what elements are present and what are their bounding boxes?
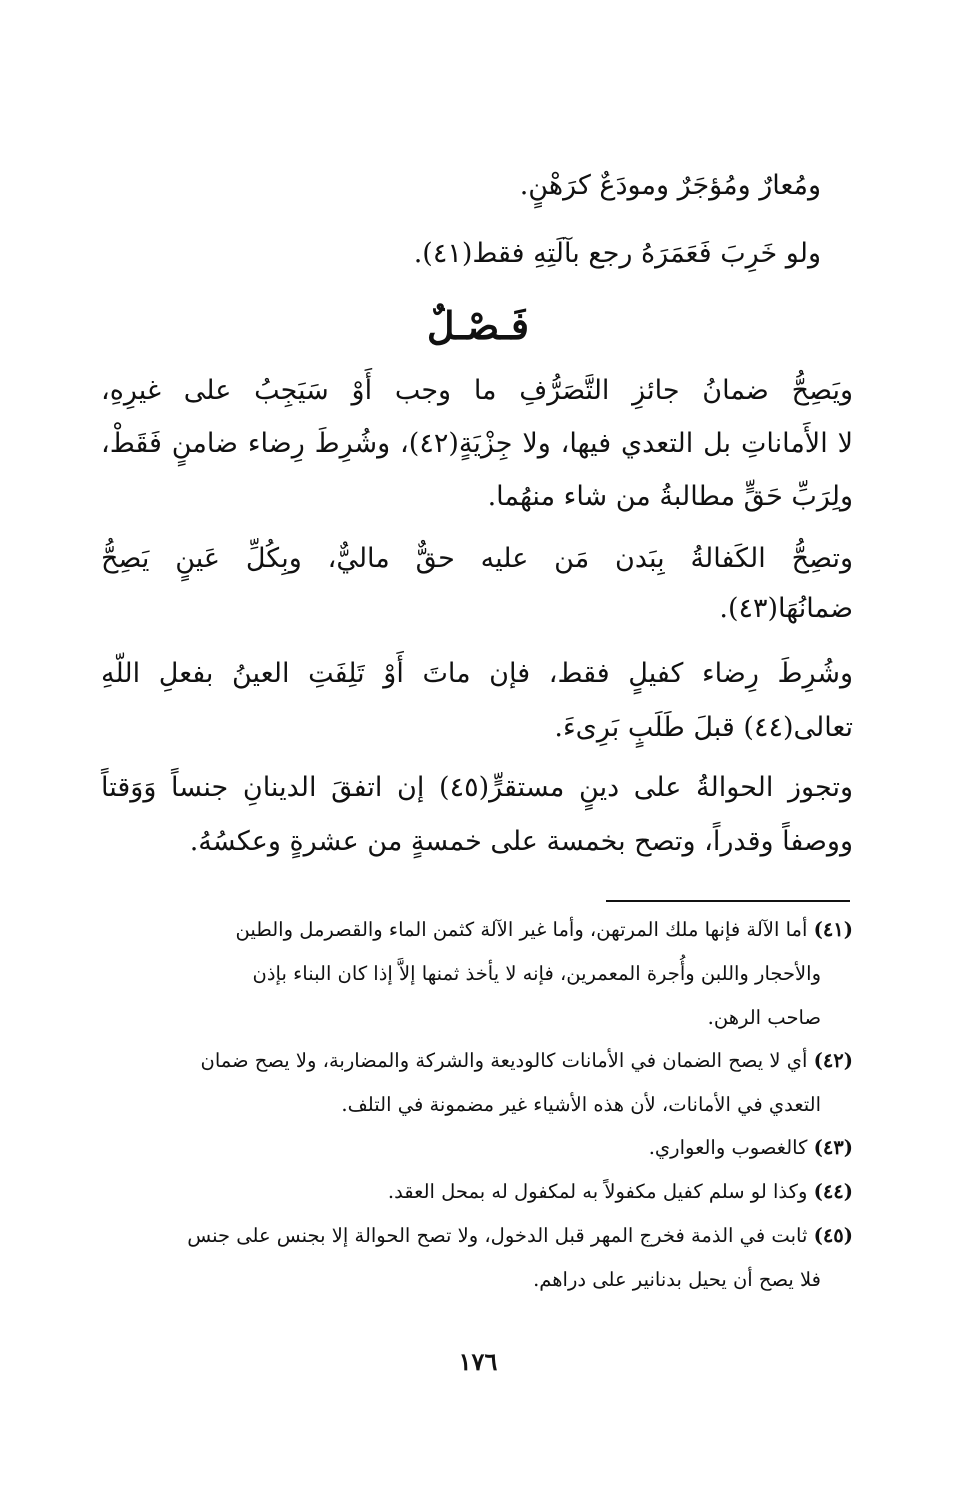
footnote-45-text-1: ثابت في الذمة فخرج المهر قبل الدخول، ولا تصح الحوالة إلا بجنس على جنس xyxy=(187,1224,808,1247)
footnote-43-number: (٤٣) xyxy=(813,1136,853,1159)
footnote-45-number: (٤٥) xyxy=(813,1224,853,1247)
carry-over-line-2: ولو خَرِبَ فَعَمَرَهُ رجع بآلَتِهِ فقط(٤١). xyxy=(413,238,821,269)
paragraph-3-line-2: تعالى(٤٤) قبلَ طَلَبٍ بَرِىءَ. xyxy=(554,712,853,743)
paragraph-1-line-2: لا الأَماناتِ بل التعدي فيها، ولا جِزْيَةٍ(٤٢)، وشُرِطَ رِضاء ضامنٍ فَقَطْ، xyxy=(101,428,853,459)
footnote-44-line-1 xyxy=(388,1180,853,1203)
footnote-45-line-1 xyxy=(187,1224,853,1247)
section-title: فَـصْـلٌ xyxy=(426,303,530,348)
footnote-43-text-1: كالغصوب والعواري. xyxy=(648,1136,808,1159)
footnote-44-text-1: وكذا لو سلم كفيل مكفولاً به لمكفول له بمحل العقد. xyxy=(387,1180,808,1203)
page-number: ١٧٦ xyxy=(458,1347,498,1376)
footnote-42-text-1: أي لا يصح الضمان في الأمانات كالوديعة والشركة والمضاربة، ولا يصح ضمان xyxy=(200,1049,808,1072)
footnote-42-line-1 xyxy=(201,1049,854,1072)
paragraph-3-line-1: وشُرِطَ رِضاء كفيلٍ فقط، فإن ماتَ أَوْ تَلِفَتِ العينُ بفعلِ اللّهِ xyxy=(101,658,853,689)
paragraph-2-line-1: وتصِحُّ الكَفالةُ بِبَدن مَن عليه حقٌّ ماليٌّ، وبِكُلِّ عَينٍ يَصِحُّ xyxy=(101,543,853,574)
paragraph-4-line-1: وتجوز الحوالةُ على دينٍ مستقرٍّ(٤٥) إن اتفقَ الدينانِ جنساً وَوَقتاً xyxy=(101,772,853,803)
paragraph-4-line-2: ووصفاً وقدراً، وتصح بخمسة على خمسةٍ من عشرةٍ وعكسُهُ. xyxy=(189,826,853,857)
paragraph-2-line-2: ضمانُهَا(٤٣). xyxy=(719,593,853,624)
footnote-43-line-1 xyxy=(649,1136,853,1159)
footnote-41-text-1: أما الآلة فإنها ملك المرتهن، وأما غير الآلة كثمن الماء والقصرمل والطين xyxy=(235,918,808,941)
footnote-41-line-2: والأحجار واللبن وأُجرة المعمرين، فإنه لا يأخذ ثمنها إلاَّ إذا كان البناء بإذن xyxy=(252,962,821,985)
paragraph-1-line-1: ويَصِحُّ ضمانُ جائزِ التَّصَرُّفِ ما وجب أَوْ سَيَجِبُ على غيرِهِ، xyxy=(101,375,853,406)
footnote-42-number: (٤٢) xyxy=(813,1049,853,1072)
paragraph-1-line-3: ولِرَبِّ حَقٍّ مطالبةُ من شاء منهُما. xyxy=(487,481,853,512)
footnote-44-number: (٤٤) xyxy=(813,1180,853,1203)
footnote-41-line-1 xyxy=(236,918,854,941)
footnote-41-line-3: صاحب الرهن. xyxy=(707,1006,821,1029)
footnote-42-line-2: التعدي في الأمانات، لأن هذه الأشياء غير مضمونة في التلف. xyxy=(341,1093,821,1116)
carry-over-line-1: ومُعارٌ ومُؤجَرٌ ومودَعٌ كرَهْنٍ. xyxy=(519,170,821,201)
footnote-41-number: (٤١) xyxy=(813,918,853,941)
footnote-separator xyxy=(606,900,850,902)
footnote-45-line-2: فلا يصح أن يحيل بدنانير على دراهم. xyxy=(533,1268,821,1291)
